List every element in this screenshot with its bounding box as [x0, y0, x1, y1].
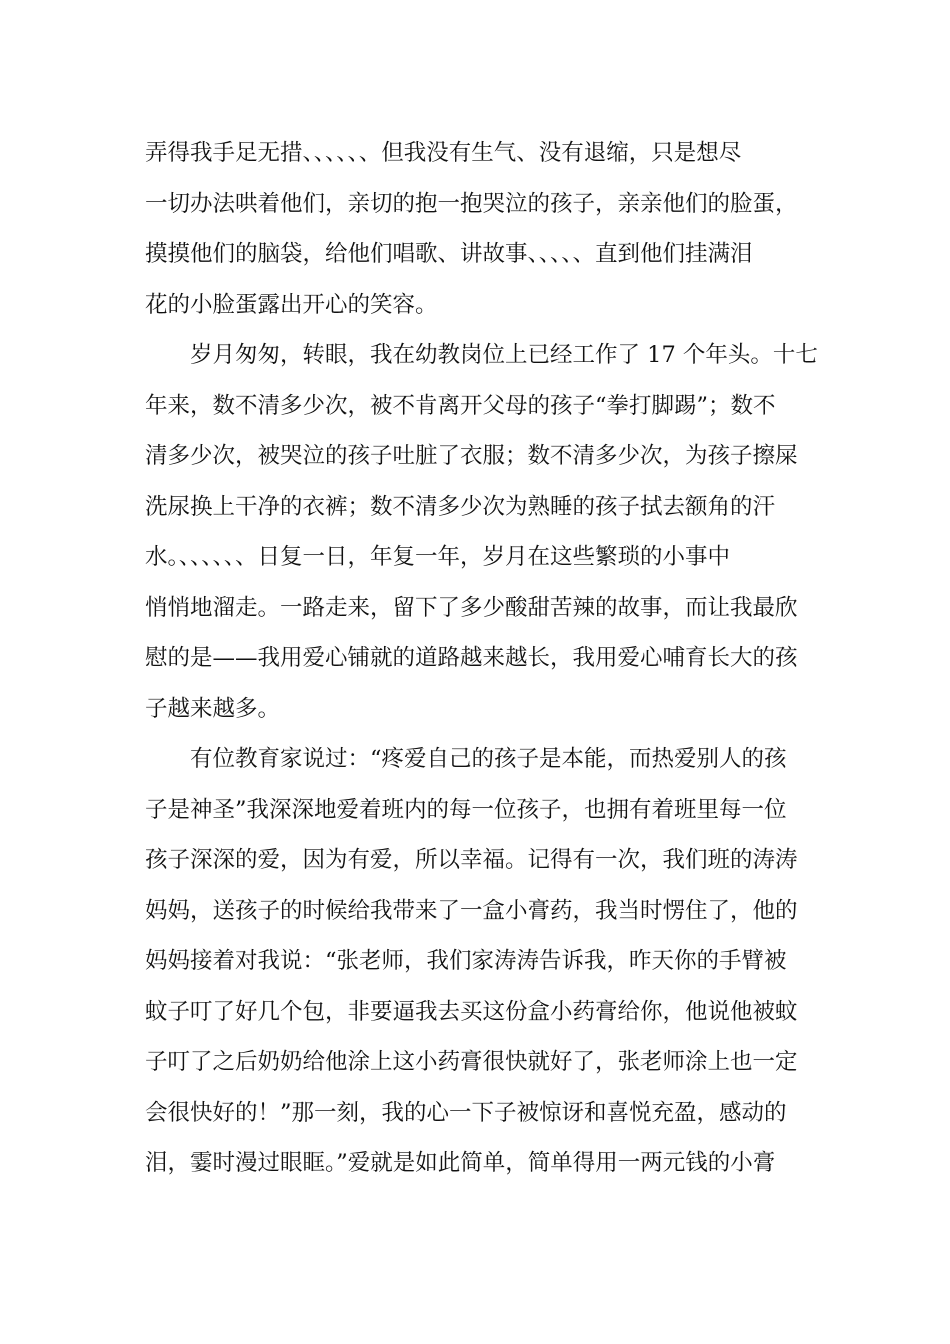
- text-line: 子是神圣”我深深地爱着班内的每一位孩子，也拥有着班里每一位: [145, 796, 787, 823]
- paragraph-first-line: 岁月匆匆，转眼，我在幼教岗位上已经工作了 17 个年头。十七: [190, 342, 818, 368]
- text-line: 慰的是——我用爱心铺就的道路越来越长，我用爱心哺育长大的孩: [145, 645, 798, 671]
- text-line: 妈妈接着对我说：“张老师，我们家涛涛告诉我，昨天你的手臂被: [145, 948, 787, 974]
- text-line: 一切办法哄着他们，亲切的抱一抱哭泣的孩子，亲亲他们的脸蛋，: [145, 190, 798, 217]
- document-body: [145, 128, 818, 1189]
- text-line: 会很快好的！”那一刻，我的心一下子被惊讶和喜悦充盈，感动的: [145, 1099, 787, 1126]
- text-line: 妈妈，送孩子的时候给我带来了一盒小膏药，我当时愣住了，他的: [145, 897, 798, 924]
- text-line: 水。、、、、、、日复一日，年复一年，岁月在这些繁琐的小事中: [145, 544, 731, 570]
- text-line: 孩子深深的爱，因为有爱，所以幸福。记得有一次，我们班的涛涛: [145, 847, 798, 873]
- text-line: 年来，数不清多少次，被不肯离开父母的孩子“拳打脚踢”；数不: [145, 392, 776, 419]
- paragraph-first-line: 有位教育家说过：“疼爱自己的孩子是本能，而热爱别人的孩: [190, 746, 787, 772]
- text-line: 蚊子叮了好几个包，非要逼我去买这份盒小药膏给你，他说他被蚊: [145, 998, 798, 1025]
- text-line: 悄悄地溜走。一路走来，留下了多少酸甜苦辣的故事，而让我最欣: [145, 594, 798, 621]
- text-line: 摸摸他们的脑袋，给他们唱歌、讲故事、、、、、直到他们挂满泪: [145, 241, 753, 267]
- text-line: 洗尿换上干净的衣裤；数不清多少次为熟睡的孩子拭去额角的汗: [145, 493, 776, 520]
- text-line: 花的小脸蛋露出开心的笑容。: [145, 291, 438, 318]
- text-line: 泪，霎时漫过眼眶。”爱就是如此简单，简单得用一两元钱的小膏: [145, 1150, 776, 1176]
- text-line: 子叮了之后奶奶给他涂上这小药膏很快就好了，张老师涂上也一定: [145, 1049, 798, 1075]
- text-line: 清多少次，被哭泣的孩子吐脏了衣服；数不清多少次，为孩子擦屎: [145, 443, 798, 469]
- text-line: 弄得我手足无措、、、、、、但我没有生气、没有退缩，只是想尽: [145, 140, 742, 166]
- text-line: 子越来越多。: [145, 695, 281, 722]
